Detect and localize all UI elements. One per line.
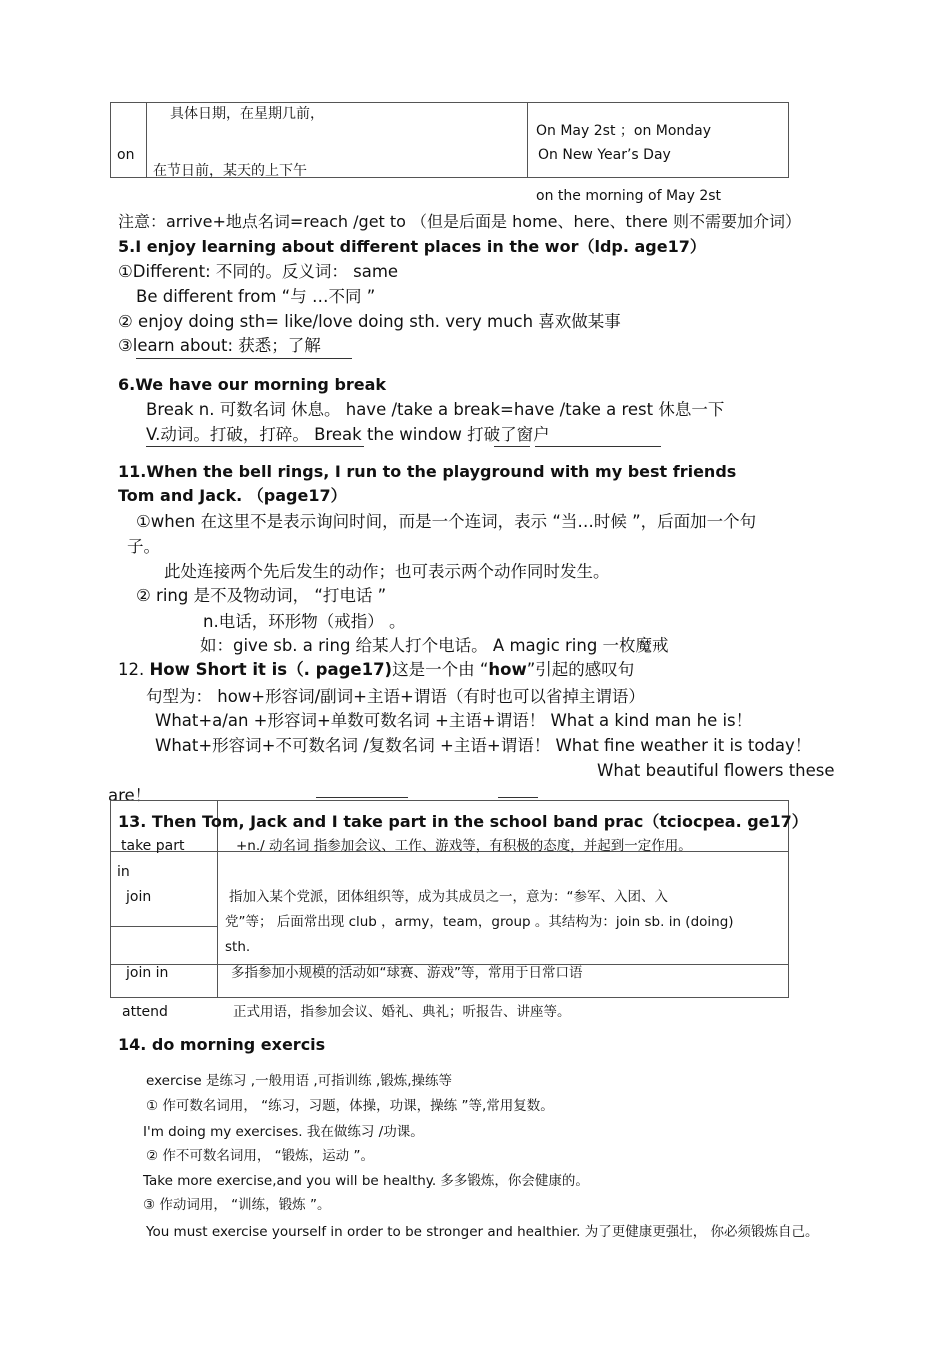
s12-desc: 这是一个由 “ bbox=[392, 660, 489, 679]
s14-line: Take more exercise,and you will be healthy. 多多锻炼，你会健康的。 bbox=[143, 1173, 589, 1189]
s14-line: I'm doing my exercises. 我在做练习 /功课。 bbox=[143, 1124, 424, 1140]
table-cell-join-desc-2: 党”等； 后面常出现 club ，army，team，group 。其结构为：join sb. in (doing) bbox=[225, 914, 734, 930]
s11-line: ② ring 是不及物动词， “打电话 ” bbox=[136, 586, 387, 605]
table-cell-join-in-desc: 多指参加小规模的活动如“球赛、游戏”等，常用于日常口语 bbox=[231, 965, 583, 981]
s11-line: 此处连接两个先后发生的动作；也可表示两个动作同时发生。 bbox=[164, 562, 610, 581]
section-6-title: 6.We have our morning break bbox=[118, 375, 387, 394]
underline bbox=[535, 446, 661, 447]
s12-phrase: How Short it is（. page17) bbox=[149, 660, 393, 679]
section-11-title-2: Tom and Jack. （page17） bbox=[118, 486, 347, 505]
s12-desc-2: ”引起的感叹句 bbox=[526, 660, 635, 679]
table-cell-take-part-in: in bbox=[117, 864, 130, 880]
table-cell-attend: attend bbox=[122, 1004, 168, 1020]
table-cell-usage-2: 在节日前，某天的上下午 bbox=[153, 163, 307, 179]
underline bbox=[498, 797, 538, 798]
s12-how: how bbox=[488, 660, 527, 679]
s11-line: 如：give sb. a ring 给某人打个电话。 A magic ring 一枚魔戒 bbox=[200, 636, 669, 655]
s12-line: 句型为： how+形容词/副词+主语+谓语（有时也可以省掉主谓语） bbox=[146, 687, 645, 706]
s12-line: What+a/an +形容词+单数可数名词 +主语+谓语！ What a kind man he is！ bbox=[155, 711, 753, 730]
section-5-title: 5.I enjoy learning about different places in the wor（ldp. age17） bbox=[118, 237, 706, 256]
table-divider bbox=[146, 102, 147, 178]
section-12-title bbox=[118, 660, 634, 680]
s12-num: 12. bbox=[118, 660, 150, 679]
s14-line: You must exercise yourself in order to be stronger and healthier. 为了更健康更强壮， 你必须锻炼自己。 bbox=[146, 1224, 819, 1240]
s14-line: exercise 是练习 ,一般用语 ,可指训练 ,锻炼,操练等 bbox=[146, 1073, 453, 1089]
s6-line: Break n. 可数名词 休息。 have /take a break=have /take a rest 休息一下 bbox=[146, 400, 725, 419]
s14-line: ③ 作动词用， “训练，锻炼 ”。 bbox=[143, 1197, 331, 1213]
s12-line: are！ bbox=[108, 786, 152, 805]
s5-line: ①Different: 不同的。反义词： same bbox=[118, 262, 399, 281]
s11-line: 子。 bbox=[127, 537, 160, 556]
s5-line: ② enjoy doing sth= like/love doing sth. very much 喜欢做某事 bbox=[118, 312, 621, 331]
note-arrive: 注意：arrive+地点名词=reach /get to （但是后面是 home、here、there 则不需要加介词） bbox=[118, 212, 801, 231]
table-cell-attend-desc: 正式用语，指参加会议、婚礼、典礼；听报告、讲座等。 bbox=[233, 1004, 571, 1020]
table-divider bbox=[110, 926, 217, 927]
table-divider bbox=[527, 102, 528, 178]
table-cell-join-in: join in bbox=[126, 965, 169, 981]
section-14-title: 14. do morning exercis bbox=[118, 1035, 326, 1054]
s12-line: What+形容词+不可数名词 /复数名词 +主语+谓语！ What fine weather it is today！ bbox=[155, 736, 812, 755]
underline bbox=[136, 358, 352, 359]
table-cell-usage-1: 具体日期，在星期几前， bbox=[170, 106, 324, 122]
underline bbox=[316, 797, 408, 798]
table-cell-join: join bbox=[126, 889, 152, 905]
table-cell-take-part-desc: +n./ 动名词 指参加会议、工作、游戏等，有积极的态度，并起到一定作用。 bbox=[236, 838, 692, 854]
table-cell-example-1: On May 2st ；on Monday bbox=[536, 123, 712, 139]
s5-line: ③learn about: 获悉；了解 bbox=[118, 336, 321, 355]
section-11-title: 11.When the bell rings, I run to the playground with my best friends bbox=[118, 462, 737, 481]
table-cell-on: on bbox=[117, 147, 135, 163]
table-cell-take-part: take part bbox=[121, 838, 185, 854]
underline bbox=[146, 446, 364, 447]
s14-line: ① 作可数名词用， “练习，习题，体操，功课，操练 ”等,常用复数。 bbox=[146, 1098, 554, 1114]
s14-line: ② 作不可数名词用， “锻炼，运动 ”。 bbox=[146, 1148, 374, 1164]
table-cell-join-desc-3: sth. bbox=[225, 939, 251, 955]
s5-line: Be different from “与 …不同 ” bbox=[136, 287, 376, 306]
s11-line: ①when 在这里不是表示询问时间，而是一个连词，表示 “当…时候 ”，后面加一个句 bbox=[136, 512, 757, 531]
table-cell-example-3: on the morning of May 2st bbox=[536, 188, 722, 204]
table-cell-join-desc: 指加入某个党派，团体组织等，成为其成员之一，意为：“参军、入团、入 bbox=[229, 889, 668, 905]
table-cell-example-2: On New Year’s Day bbox=[538, 147, 671, 163]
s12-line: What beautiful flowers these bbox=[597, 761, 835, 780]
underline bbox=[494, 446, 530, 447]
s11-line: n.电话，环形物（戒指） 。 bbox=[203, 612, 406, 631]
s6-line: V.动词。打破，打碎。 Break the window 打破了窗户 bbox=[146, 425, 550, 444]
section-13-title: 13. Then Tom, Jack and I take part in the school band prac（tciocpea. ge17） bbox=[118, 812, 808, 831]
